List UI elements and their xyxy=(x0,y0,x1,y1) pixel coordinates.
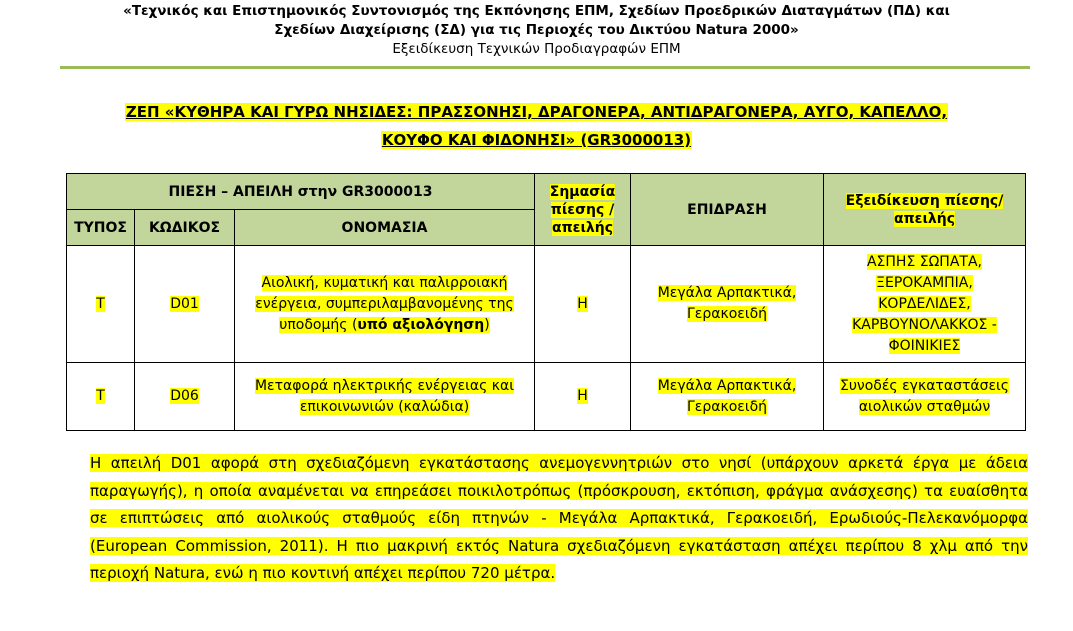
cell-effect xyxy=(631,363,824,431)
header-detail xyxy=(824,174,1026,246)
cell-name-end: ) xyxy=(484,316,490,333)
section-title-line-2 xyxy=(0,127,1073,153)
cell-importance xyxy=(535,363,631,431)
cell-code-text: D01 xyxy=(170,295,199,312)
header-detail-text: Εξειδίκευση πίεσης/απειλής xyxy=(845,192,1004,227)
header-divider xyxy=(60,66,1030,69)
cell-code-text: D06 xyxy=(170,388,199,404)
cell-type-text: T xyxy=(96,388,105,404)
header-effect: ΕΠΙΔΡΑΣΗ xyxy=(631,174,824,246)
cell-detail xyxy=(824,363,1026,431)
cell-importance-text: H xyxy=(577,388,588,404)
cell-importance xyxy=(535,246,631,363)
header-type: ΤΥΠΟΣ xyxy=(67,210,135,246)
header-code: ΚΩΔΙΚΟΣ xyxy=(135,210,235,246)
cell-name xyxy=(235,246,535,363)
cell-code xyxy=(135,246,235,363)
cell-name-bold: υπό αξιολόγηση xyxy=(357,316,485,333)
cell-code xyxy=(135,363,235,431)
header-name: ΟΝΟΜΑΣΙΑ xyxy=(235,210,535,246)
section-title-text-1: ΖΕΠ «ΚΥΘΗΡΑ ΚΑΙ ΓΥΡΩ ΝΗΣΙΔΕΣ: ΠΡΑΣΣΟΝΗΣΙ, ΔΡΑΓΟΝΕΡΑ, ΑΝΤΙΔΡΑΓΟΝΕΡΑ, ΑΥΓΟ, ΚΑΠΕΛΛΟ, xyxy=(125,103,948,121)
cell-type-text: T xyxy=(96,295,105,312)
cell-detail-text: ΑΣΠΗΣ ΣΩΠΑΤΑ, ΞΕΡΟΚΑΜΠΙΑ, ΚΟΡΔΕΛΙΔΕΣ, ΚΑΡΒΟΥΝΟΛΑΚΚΟΣ - ΦΟΙΝΙΚΙΕΣ xyxy=(852,253,997,354)
header-line-1: «Τεχνικός και Επιστημονικός Συντονισμός της Εκπόνησης ΕΠΜ, Σχεδίων Προεδρικών Διαταγμάτων (ΠΔ) και xyxy=(123,3,950,19)
cell-importance-text: H xyxy=(577,295,588,312)
cell-detail-text: Συνοδές εγκαταστάσεις αιολικών σταθμών xyxy=(839,377,1010,415)
cell-name-text xyxy=(255,275,513,333)
cell-detail xyxy=(824,246,1026,363)
cell-name xyxy=(235,363,535,431)
description-text: Η απειλή D01 αφορά στη σχεδιαζόμενη εγκατάστασης ανεμογεννητριών στο νησί (υπάρχουν αρκετά έργα με άδεια παραγωγής), η οποία αναμένεται να επηρεάσει ποικιλοτρόπως (πρόσκρουση, εκτόπιση, φράγμα ανάσχεσης) τα ευαίσθητα σε επιπτώσεις από αιολικούς σταθμούς είδη πτηνών - Μεγάλα Αρπακτικά, Γερακοειδή, Ερωδιούς-Πελεκανόμορφα (European Commission, 2011). Η πιο μακρινή εκτός Natura σχεδιαζόμενη εγκατάσταση απέχει περίπου 8 χλμ από την περιοχή Natura, ενώ η πιο κοντινή απέχει περίπου 720 μέτρα. xyxy=(90,454,1028,582)
cell-type xyxy=(67,246,135,363)
table-row xyxy=(67,363,1026,431)
cell-effect-text: Μεγάλα Αρπακτικά, Γερακοειδή xyxy=(657,285,797,322)
header-importance xyxy=(535,174,631,246)
header-line-3: Εξειδίκευση Τεχνικών Προδιαγραφών ΕΠΜ xyxy=(392,41,681,57)
cell-name-main: Αιολική, κυματική και παλιρροιακή ενέργεια, συμπεριλαμβανομένης της υποδομής ( xyxy=(255,274,514,333)
cell-name-text: Μεταφορά ηλεκτρικής ενέργειας και επικοινωνιών (καλώδια) xyxy=(254,377,515,415)
cell-effect xyxy=(631,246,824,363)
document-header xyxy=(0,2,1073,59)
section-title-text-2: ΚΟΥΦΟ ΚΑΙ ΦΙΔΟΝΗΣΙ» (GR3000013) xyxy=(381,131,692,149)
description-paragraph xyxy=(90,450,1028,588)
pressure-threat-table xyxy=(66,173,1026,431)
cell-type xyxy=(67,363,135,431)
table-row xyxy=(67,246,1026,363)
header-importance-text: Σημασία πίεσης / απειλής xyxy=(549,183,616,236)
section-title-line-1 xyxy=(0,99,1073,125)
cell-effect-text: Μεγάλα Αρπακτικά, Γερακοειδή xyxy=(657,377,797,415)
group-header: ΠΙΕΣΗ – ΑΠΕΙΛΗ στην GR3000013 xyxy=(67,174,535,210)
header-line-2: Σχεδίων Διαχείρισης (ΣΔ) για τις Περιοχές του Δικτύου Natura 2000» xyxy=(274,22,799,38)
